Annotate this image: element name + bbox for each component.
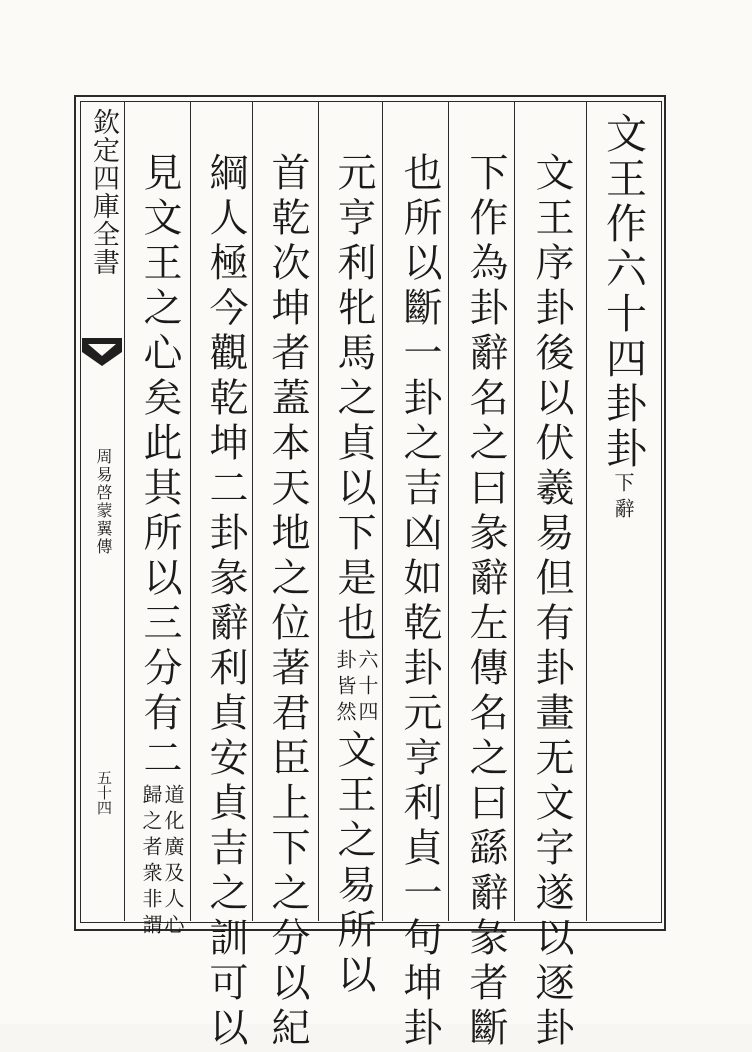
text-column: 文王序卦後以伏羲易但有卦畫无文字遂以逐卦 — [529, 152, 574, 1052]
fishtail-mark-icon — [80, 330, 124, 374]
book-subtitle: 周易啓蒙翼傳 — [94, 448, 113, 556]
page-number: 五十四 — [95, 770, 113, 815]
text-column: 下作為卦辭名之曰彖辭左傳名之曰繇辭彖者斷 — [463, 152, 508, 1052]
column-text: 文王之易所以 — [331, 729, 376, 999]
column-rule — [190, 101, 191, 921]
column-rule — [586, 101, 587, 921]
text-column — [328, 152, 379, 999]
text-column — [134, 152, 185, 940]
note-line: 卦皆然 — [333, 649, 357, 727]
column-text: 元亨利牝馬之貞以下是也 — [331, 152, 376, 647]
double-line-note — [140, 784, 184, 940]
column-rule — [318, 101, 319, 921]
text-column-heading — [598, 112, 648, 872]
note-line: 六十四 — [355, 649, 379, 727]
column-text: 見文王之心矣此其所以三分有二 — [137, 152, 182, 782]
note-line: 道化廣及人心 — [161, 784, 185, 940]
text-column: 首乾次坤者蓋本天地之位著君臣上下之分以紀 — [265, 152, 310, 1052]
column-rule — [514, 101, 515, 921]
text-column: 綱人極今觀乾坤二卦彖辭利貞安貞吉之訓可以 — [203, 152, 248, 1052]
heading-text: 文王作六十四卦卦 — [599, 112, 647, 472]
column-rule — [448, 101, 449, 921]
column-rule — [252, 101, 253, 921]
double-line-note — [334, 649, 378, 727]
note-line: 歸之者衆非謂 — [139, 784, 163, 940]
inline-note: 下辭 — [611, 472, 635, 524]
book-title: 欽定四庫全書 — [88, 108, 119, 276]
text-column: 也所以斷一卦之吉凶如乾卦元亨利貞一句坤卦 — [397, 152, 442, 1052]
column-rule — [382, 101, 383, 921]
